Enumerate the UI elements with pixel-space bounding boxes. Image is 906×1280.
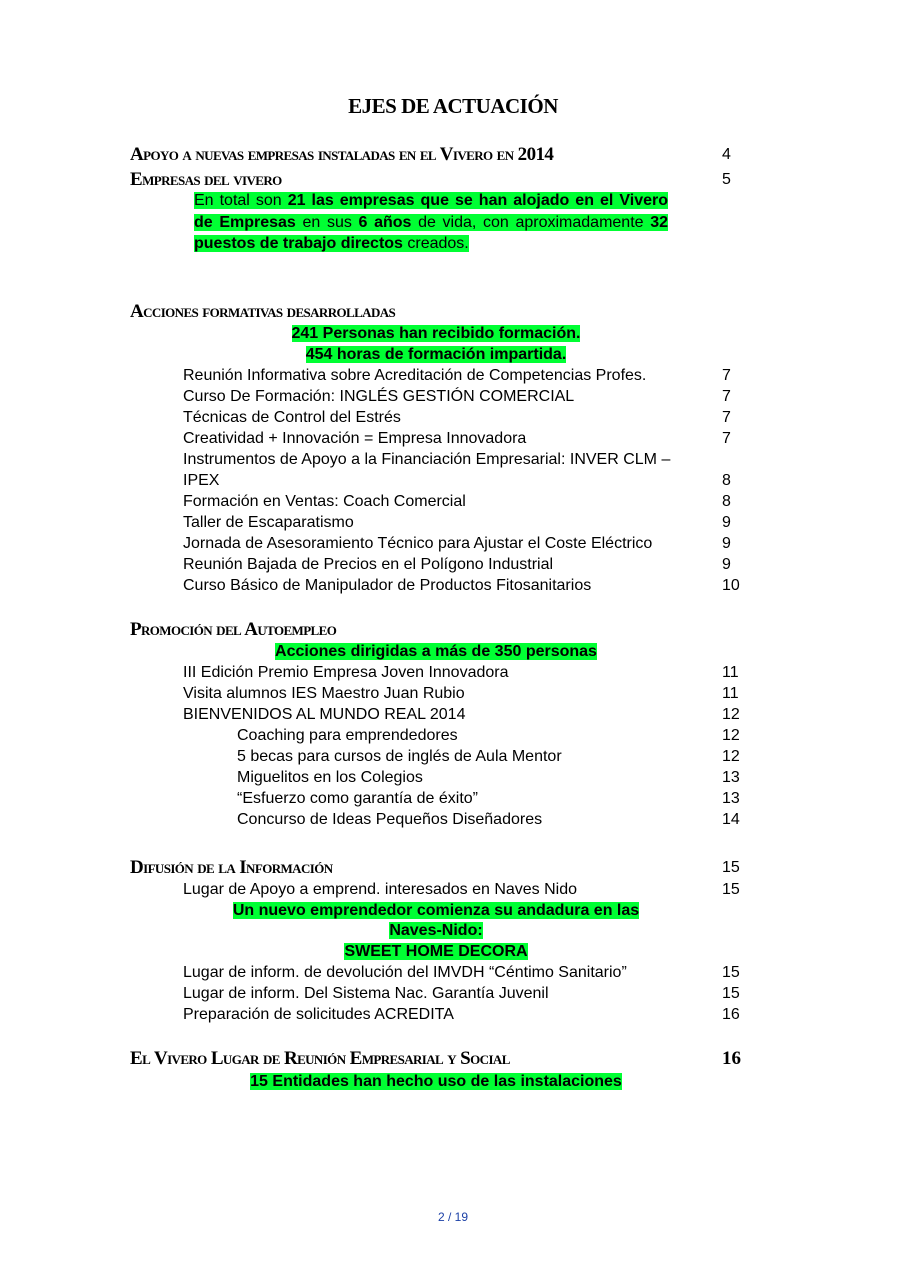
toc-item: Reunión Informativa sobre Acreditación de Competencias Profes. xyxy=(183,367,647,384)
empresas-summary xyxy=(194,190,668,255)
toc-item: Visita alumnos IES Maestro Juan Rubio xyxy=(183,685,465,702)
toc-subitem: Concurso de Ideas Pequeños Diseñadores xyxy=(237,811,543,828)
toc-page-number: 11 xyxy=(722,685,739,702)
toc-page-number: 11 xyxy=(722,664,739,681)
toc-item: Instrumentos de Apoyo a la Financiación Empresarial: INVER CLM – xyxy=(183,451,671,468)
vivero-lugar-highlight xyxy=(0,1073,872,1091)
page-number-empresas: 5 xyxy=(722,171,731,188)
highlight-text: Un nuevo emprendedor comienza su andadura en las xyxy=(232,902,640,919)
highlight-text: 241 Personas han recibido formación. xyxy=(291,325,581,342)
toc-item: BIENVENIDOS AL MUNDO REAL 2014 xyxy=(183,706,466,723)
page-number-apoyo: 4 xyxy=(722,146,731,163)
summary-bold-3: 32 puestos de trabajo directos xyxy=(194,213,668,253)
toc-item: Reunión Bajada de Precios en el Polígono Industrial xyxy=(183,556,554,573)
highlight-text: Acciones dirigidas a más de 350 personas xyxy=(275,643,597,660)
summary-bold-1: 21 las empresas que se han alojado en el Vivero de Empresas xyxy=(194,192,668,231)
toc-item: Curso De Formación: INGLÉS GESTIÓN COMERCIAL xyxy=(183,388,575,405)
toc-item: Lugar de inform. de devolución del IMVDH “Céntimo Sanitario” xyxy=(183,964,627,981)
toc-item: Jornada de Asesoramiento Técnico para Ajustar el Coste Eléctrico xyxy=(183,535,653,552)
page-number-difusion: 15 xyxy=(722,859,740,876)
page-indicator: 2 / 19 xyxy=(437,1210,469,1224)
toc-subitem: 5 becas para cursos de inglés de Aula Mentor xyxy=(237,748,562,765)
page-title: EJES DE ACTUACIÓN xyxy=(348,94,558,118)
formativas-highlight-1 xyxy=(0,325,872,343)
toc-subitem: Miguelitos en los Colegios xyxy=(237,769,423,786)
highlight-text: 15 Entidades han hecho uso de las instalaciones xyxy=(250,1073,622,1090)
summary-text-2: en sus xyxy=(295,213,359,231)
section-heading-autoempleo: Promoción del Autoempleo xyxy=(130,619,337,640)
difusion-highlight-2 xyxy=(0,922,872,940)
summary-bold-2: 6 años xyxy=(358,213,412,231)
toc-item: III Edición Premio Empresa Joven Innovadora xyxy=(183,664,509,681)
toc-page-number: 13 xyxy=(722,790,740,807)
toc-item: Preparación de solicitudes ACREDITA xyxy=(183,1006,454,1023)
difusion-highlight-3 xyxy=(0,943,872,961)
autoempleo-highlight xyxy=(0,643,872,661)
toc-page-number: 9 xyxy=(722,556,731,573)
toc-page-number: 16 xyxy=(722,1006,740,1023)
toc-page-number: 8 xyxy=(722,472,731,489)
toc-page-number: 9 xyxy=(722,514,731,531)
section-heading-formativas: Acciones formativas desarrolladas xyxy=(130,301,396,322)
toc-page-number: 15 xyxy=(722,881,740,898)
toc-page-number: 13 xyxy=(722,769,740,786)
summary-text-1: En total son xyxy=(194,192,288,209)
toc-page-number: 12 xyxy=(722,727,740,744)
toc-item: Creatividad + Innovación = Empresa Innovadora xyxy=(183,430,527,447)
section-heading-vivero-lugar: El Vivero Lugar de Reunión Empresarial y Social xyxy=(130,1048,510,1069)
toc-page-number: 7 xyxy=(722,388,731,405)
toc-page-number: 7 xyxy=(722,409,731,426)
toc-item: Taller de Escaparatismo xyxy=(183,514,354,531)
toc-item: Curso Básico de Manipulador de Productos Fitosanitarios xyxy=(183,577,592,594)
toc-item: Lugar de inform. Del Sistema Nac. Garantía Juvenil xyxy=(183,985,549,1002)
toc-subitem: Coaching para emprendedores xyxy=(237,727,458,744)
toc-page-number: 12 xyxy=(722,748,740,765)
summary-text-3: de vida, con aproximadamente xyxy=(411,213,651,231)
toc-page-number: 12 xyxy=(722,706,740,723)
toc-page-number: 8 xyxy=(722,493,731,510)
toc-item-continuation: IPEX xyxy=(183,472,220,489)
toc-page-number: 7 xyxy=(722,430,731,447)
section-heading-difusion: Difusión de la Información xyxy=(130,857,333,878)
toc-page-number: 15 xyxy=(722,985,740,1002)
toc-page-number: 9 xyxy=(722,535,731,552)
formativas-highlight-2 xyxy=(0,346,872,364)
toc-subitem: “Esfuerzo como garantía de éxito” xyxy=(237,790,479,807)
toc-page-number: 14 xyxy=(722,811,740,828)
toc-page-number: 10 xyxy=(722,577,740,594)
difusion-highlight-1 xyxy=(0,902,872,920)
summary-text-4: creados. xyxy=(402,235,469,253)
toc-item: Técnicas de Control del Estrés xyxy=(183,409,401,426)
toc-item: Lugar de Apoyo a emprend. interesados en Naves Nido xyxy=(183,881,578,898)
page-number-vivero-lugar: 16 xyxy=(722,1048,741,1069)
highlight-text: SWEET HOME DECORA xyxy=(344,943,528,960)
highlight-text: 454 horas de formación impartida. xyxy=(305,346,567,363)
toc-item: Formación en Ventas: Coach Comercial xyxy=(183,493,466,510)
section-heading-empresas: Empresas del vivero xyxy=(130,169,282,190)
toc-page-number: 15 xyxy=(722,964,740,981)
highlight-text: Naves-Nido: xyxy=(389,922,483,939)
section-heading-apoyo: Apoyo a nuevas empresas instaladas en el Vivero en 2014 xyxy=(130,144,554,165)
toc-page-number: 7 xyxy=(722,367,731,384)
